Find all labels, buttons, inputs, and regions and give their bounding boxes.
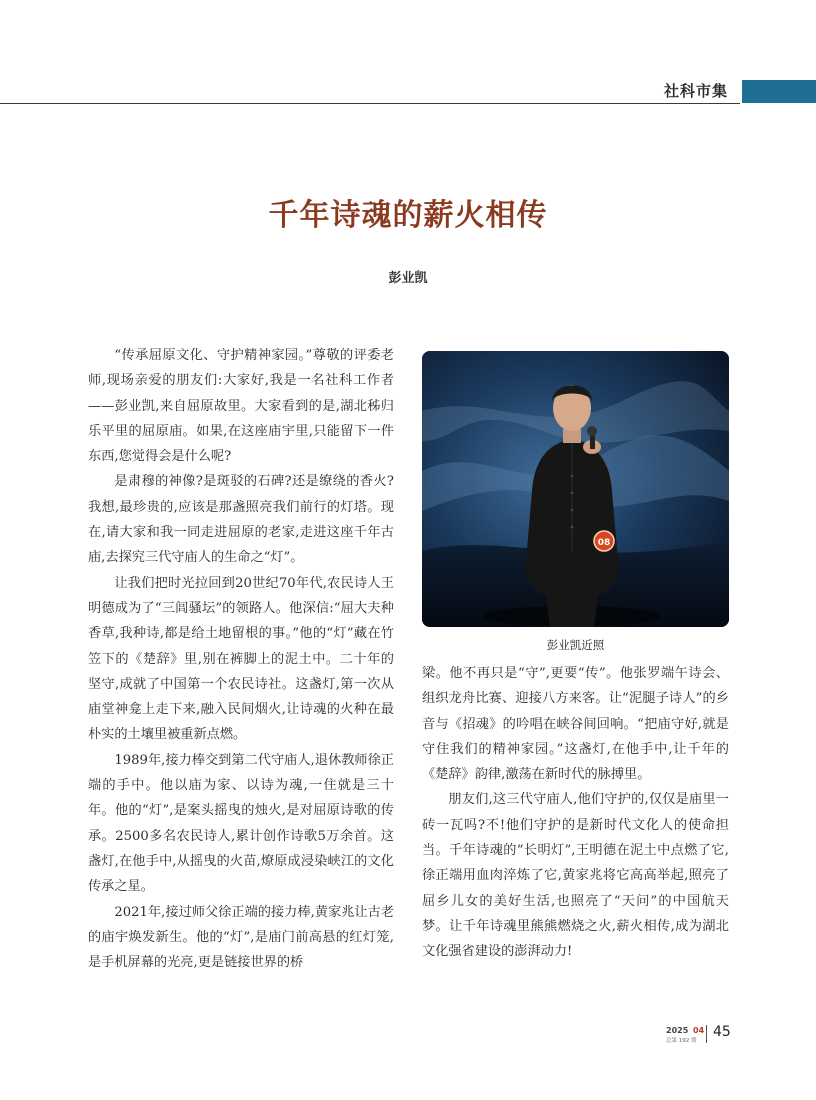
paragraph: 朋友们,这三代守庙人,他们守护的,仅仅是庙里一砖一瓦吗?不!他们守护的是新时代文化人的使命担当。千年诗魂的“长明灯”,王明德在泥土中点燃了它,徐正端用血肉淬炼了它,黄家兆将它高高举起,照亮了屈乡儿女的美好生活,也照亮了“天问”的中国航天梦。让千年诗魂里熊熊燃烧之火,薪火相传,成为湖北文化强省建设的澎湃动力!: [422, 792, 729, 960]
section-color-bar: [742, 80, 816, 103]
paragraph: 2021年,接过师父徐正端的接力棒,黄家兆让古老的庙宇焕发新生。他的“灯”,是庙门前高悬的红灯笼,是手机屏幕的光亮,更是链接世界的桥: [88, 904, 394, 971]
footer-issue-total: 总第 192 期: [666, 1038, 697, 1044]
paragraph-continuation: 梁。他不再只是“守”,更要“传”。他张罗端午诗会、组织龙舟比赛、迎接八方来客。让“泥腿子诗人”的乡音与《招魂》的吟唱在峡谷间回响。“把庙守好,就是守住我们的精神家园。”这盏灯,在他手中,让千年的《楚辞》韵律,激荡在新时代的脉搏里。: [422, 666, 729, 783]
left-column: [88, 343, 394, 975]
footer-separator: [706, 1025, 707, 1043]
footer-year: 2025: [666, 1026, 689, 1035]
article-author: 彭业凯: [388, 271, 428, 286]
paragraph: “传承屈原文化、守护精神家园。”尊敬的评委老师,现场亲爱的朋友们:大家好,我是一名社科工作者——彭业凯,来自屈原故里。大家看到的是,湖北秭归乐平里的屈原庙。如果,在这座庙宇里,只能留下一件东西,您觉得会是什么呢?: [88, 348, 394, 465]
header-rule: [0, 103, 740, 104]
footer-issue: 04: [693, 1026, 705, 1035]
section-label: 社科市集: [663, 82, 728, 100]
page-number: 45: [713, 1024, 731, 1040]
paragraph: 是肃穆的神像?是斑驳的石碑?还是缭绕的香火?我想,最珍贵的,应该是那盏照亮我们前行的灯塔。现在,请大家和我一同走进屈原的老家,走进这座千年古庙,去探究三代守庙人的生命之“灯”。: [88, 474, 394, 566]
author-photo: [422, 351, 729, 627]
paragraph: 让我们把时光拉回到20世纪70年代,农民诗人王明德成为了“三闾骚坛”的领路人。他深信:“屈大夫种香草,我种诗,都是给土地留根的事。”他的“灯”藏在竹笠下的《楚辞》里,别在裤脚上的泥土中。二十年的坚守,成就了中国第一个农民诗社。这盏灯,第一次从庙堂神龛上走下来,融入民间烟火,让诗魂的火种在最朴实的土壤里被重新点燃。: [88, 575, 394, 743]
article-title: 千年诗魂的薪火相传: [268, 198, 548, 233]
photo-caption: 彭业凯近照: [546, 638, 605, 652]
contestant-number: 08: [597, 538, 611, 548]
paragraph: 1989年,接力棒交到第二代守庙人,退休教师徐正端的手中。他以庙为家、以诗为魂,一住就是三十年。他的“灯”,是案头摇曳的烛火,是对屈原诗歌的传承。2500多名农民诗人,累计创作诗歌5万余首。这盏灯,在他手中,从摇曳的火苗,燎原成浸染峡江的文化传承之星。: [88, 752, 394, 895]
right-column: [422, 661, 729, 965]
